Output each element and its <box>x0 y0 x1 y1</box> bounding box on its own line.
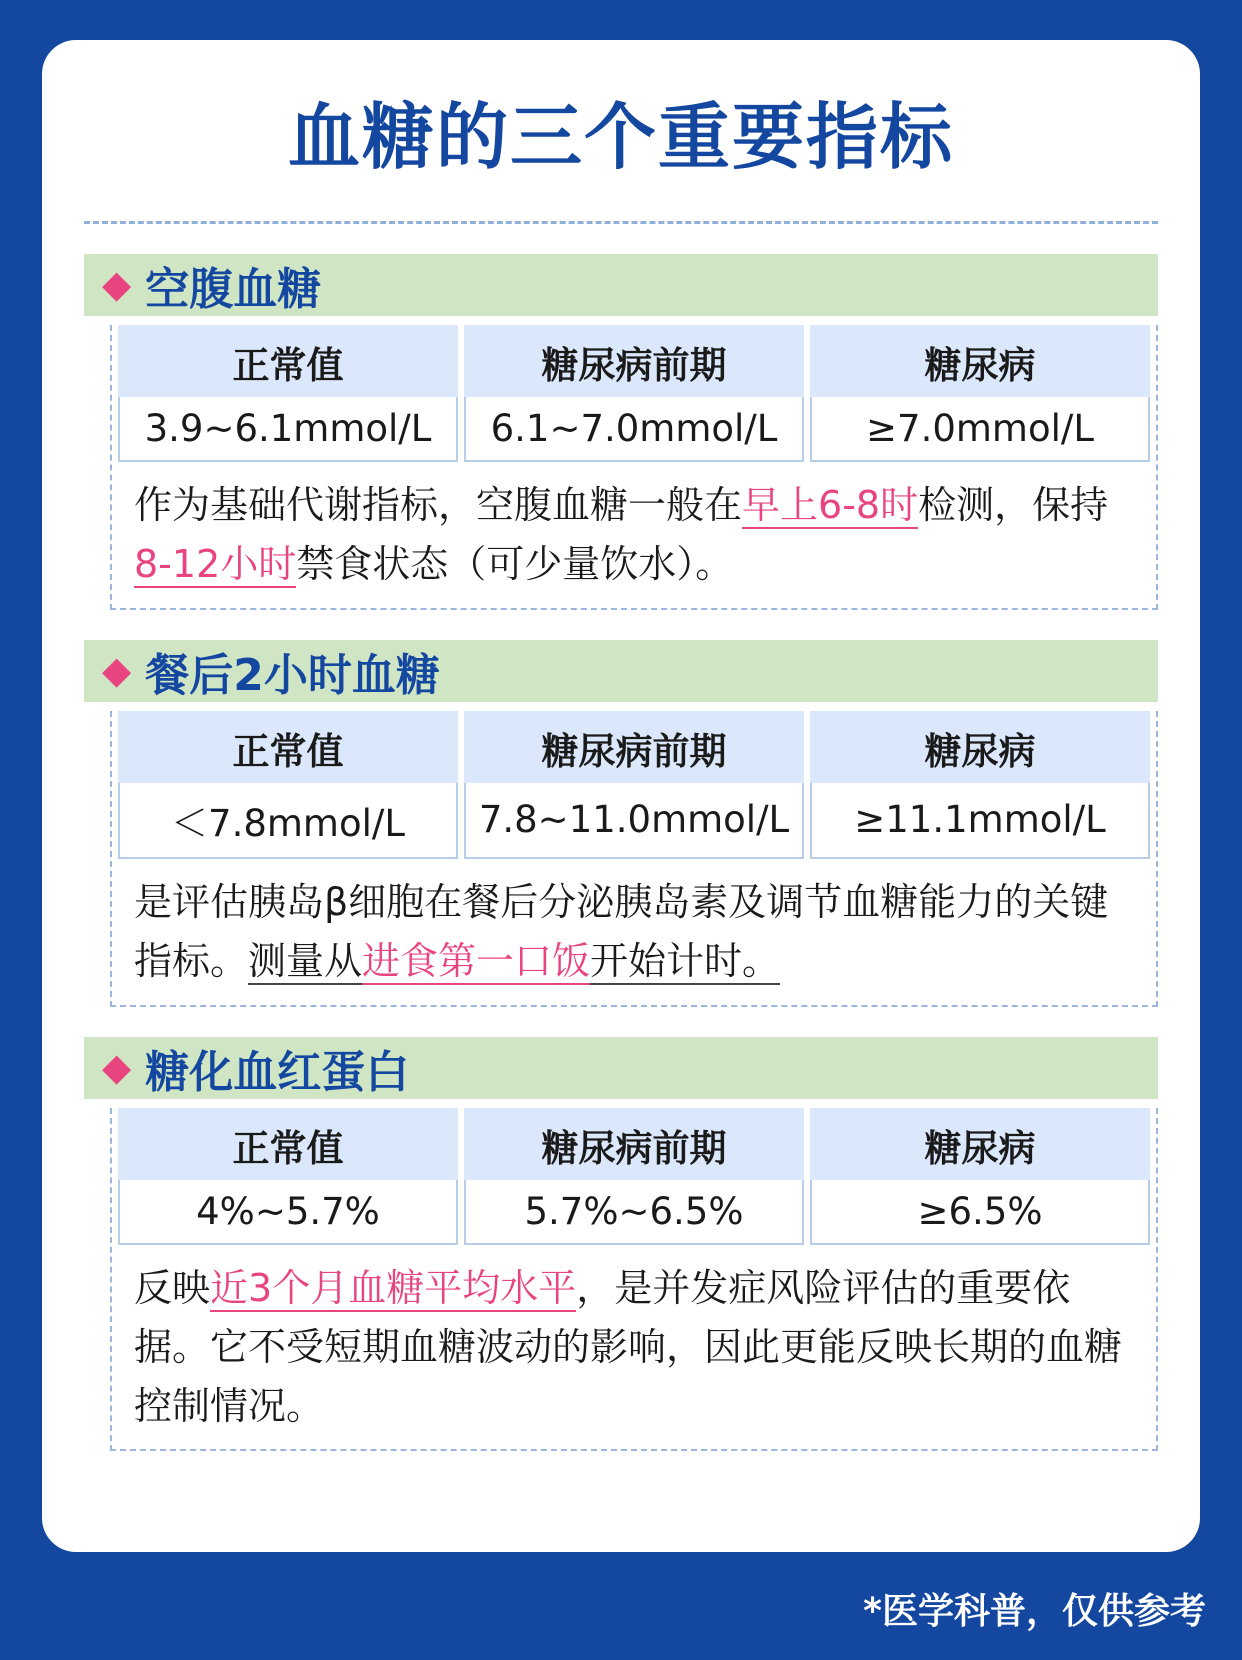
section-description <box>112 462 1156 594</box>
description-fragment: 是评估胰岛β细胞在餐后分泌胰岛素及调节血糖能力的关键指标。 <box>134 879 1109 983</box>
value-prediabetes: 6.1~7.0mmol/L <box>464 397 804 462</box>
value-diabetes: ≥11.1mmol/L <box>810 783 1150 859</box>
description-fragment: 检测，保持 <box>918 483 1109 528</box>
section-header <box>84 640 1158 702</box>
table-header-row <box>118 325 1150 397</box>
value-normal: 3.9~6.1mmol/L <box>118 397 458 462</box>
section-header <box>84 1037 1158 1099</box>
table-row <box>118 1180 1150 1245</box>
description-fragment: 8-12小时 <box>134 542 297 587</box>
description-fragment: 早上6-8时 <box>742 483 919 528</box>
value-normal: 4%~5.7% <box>118 1180 458 1245</box>
description-fragment: 禁食状态（可少量饮水）。 <box>296 542 734 587</box>
section-fasting-glucose <box>84 254 1158 610</box>
column-header-normal: 正常值 <box>118 711 458 783</box>
value-prediabetes: 7.8~11.0mmol/L <box>464 783 804 859</box>
description-fragment: ，是并发症风险评估的重要依据。它不受短期血糖波动的影响，因此更能反映长期的血糖控制情况。 <box>134 1265 1123 1428</box>
section-title: 空腹血糖 <box>145 264 322 316</box>
section-description <box>112 859 1156 991</box>
table-row <box>118 397 1150 462</box>
section-hba1c <box>84 1037 1158 1452</box>
diamond-icon: ◆ <box>102 1046 132 1089</box>
values-table <box>112 325 1156 462</box>
table-row <box>118 783 1150 859</box>
section-postprandial-glucose <box>84 640 1158 1007</box>
values-table <box>112 1108 1156 1245</box>
page-title: 血糖的三个重要指标 <box>287 95 954 179</box>
value-prediabetes: 5.7%~6.5% <box>464 1180 804 1245</box>
column-header-prediabetes: 糖尿病前期 <box>464 325 804 397</box>
column-header-diabetes: 糖尿病 <box>810 711 1150 783</box>
column-header-normal: 正常值 <box>118 325 458 397</box>
section-body <box>110 1108 1158 1452</box>
description-fragment: 测量从 <box>248 938 363 983</box>
title-divider <box>84 221 1158 224</box>
section-title: 糖化血红蛋白 <box>145 1046 410 1098</box>
column-header-diabetes: 糖尿病 <box>810 1108 1150 1180</box>
description-fragment: 近3个月血糖平均水平 <box>210 1265 577 1310</box>
description-fragment: 作为基础代谢指标，空腹血糖一般在 <box>134 483 743 528</box>
section-title: 餐后2小时血糖 <box>145 649 440 701</box>
description-fragment: 进食第一口饭 <box>362 938 591 983</box>
description-fragment: 反映 <box>134 1265 211 1310</box>
diamond-icon: ◆ <box>102 649 132 692</box>
column-header-normal: 正常值 <box>118 1108 458 1180</box>
value-normal: ＜7.8mmol/L <box>118 783 458 859</box>
table-header-row <box>118 711 1150 783</box>
column-header-diabetes: 糖尿病 <box>810 325 1150 397</box>
value-diabetes: ≥7.0mmol/L <box>810 397 1150 462</box>
section-header <box>84 254 1158 316</box>
section-body <box>110 711 1158 1007</box>
column-header-prediabetes: 糖尿病前期 <box>464 711 804 783</box>
footnote: *医学科普，仅供参考 <box>863 1591 1206 1632</box>
description-fragment: 开始计时。 <box>590 938 781 983</box>
value-diabetes: ≥6.5% <box>810 1180 1150 1245</box>
column-header-prediabetes: 糖尿病前期 <box>464 1108 804 1180</box>
info-card <box>42 40 1200 1552</box>
section-description <box>112 1245 1156 1436</box>
diamond-icon: ◆ <box>102 264 132 307</box>
table-header-row <box>118 1108 1150 1180</box>
values-table <box>112 711 1156 859</box>
section-body <box>110 325 1158 610</box>
